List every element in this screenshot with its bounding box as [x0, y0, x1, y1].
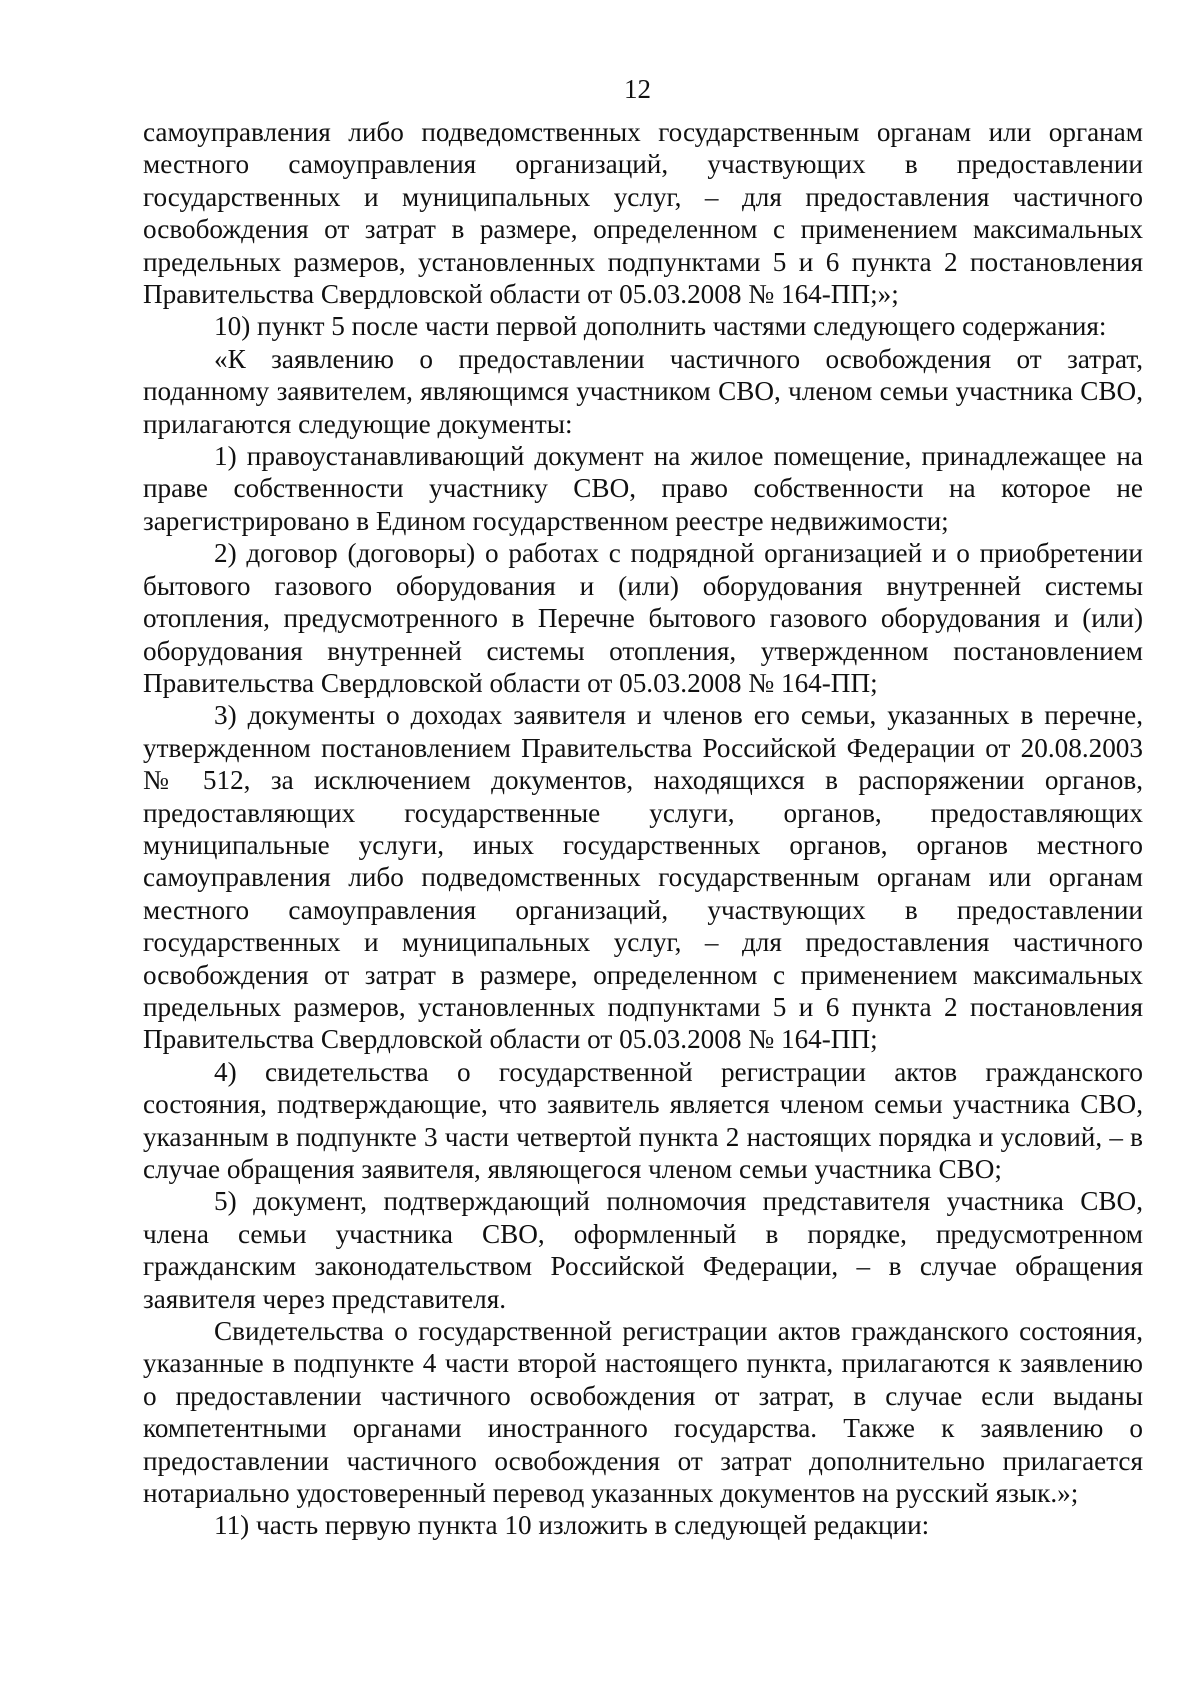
paragraph-item-11: 11) часть первую пункта 10 изложить в следующей редакции:: [214, 1510, 930, 1541]
page-number: 12: [624, 74, 651, 104]
paragraph-subitem-1: 1) правоустанавливающий документ на жилое помещение, принадлежащее на праве собственности участнику СВО, право собственности на которое не зарегистрировано в Едином государственном реестре недвижимости;: [143, 441, 1143, 536]
paragraph-subitem-5: 5) документ, подтверждающий полномочия представителя участника СВО, члена семьи участника СВО, оформленный в порядке, предусмотренном гражданским законодательством Российской Федерации, – в случае обращения заявителя через представителя.: [143, 1186, 1143, 1314]
paragraph-quote-intro: «К заявлению о предоставлении частичного освобождения от затрат, поданному заявителем, являющимся участником СВО, членом семьи участника СВО, прилагаются следующие документы:: [143, 343, 1143, 439]
document-body: [143, 116, 1143, 1542]
paragraph-certificates: Свидетельства о государственной регистрации актов гражданского состояния, указанные в подпункте 4 части второй настоящего пункта, прилагаются к заявлению о предоставлении частичного освобождения от затрат, в случае если выданы компетентными органами иностранного государства. Также к заявлению о предоставлении частичного освобождения от затрат дополнительно прилагается нотариально удостоверенный перевод указанных документов на русский язык.»;: [143, 1316, 1143, 1509]
paragraph-subitem-2: 2) договор (договоры) о работах с подрядной организацией и о приобретении бытового газового оборудования и (или) оборудования внутренней системы отопления, предусмотренного в Перечне бытового газового оборудования и (или) оборудования внутренней системы отопления, утвержденном постановлением Правительства Свердловской области от 05.03.2008 № 164-ПП;: [143, 538, 1143, 698]
paragraph-continuation: самоуправления либо подведомственных государственным органам или органам местного самоуправления организаций, участвующих в предоставлении государственных и муниципальных услуг, – для предоставления частичного освобождения от затрат в размере, определенном с применением максимальных предельных размеров, установленных подпунктами 5 и 6 пункта 2 постановления Правительства Свердловской области от 05.03.2008 № 164-ПП;»;: [143, 117, 1143, 310]
paragraph-item-10: 10) пункт 5 после части первой дополнить частями следующего содержания:: [214, 311, 1107, 342]
paragraph-subitem-3: 3) документы о доходах заявителя и членов его семьи, указанных в перечне, утвержденном постановлением Правительства Российской Федерации от 20.08.2003 № 512, за исключением документов, находящихся в распоряжении органов, предоставляющих государственные услуги, органов, предоставляющих муниципальные услуги, иных государственных органов, органов местного самоуправления либо подведомственных государственным органам или органам местного самоуправления организаций, участвующих в предоставлении государственных и муниципальных услуг, – для предоставления частичного освобождения от затрат в размере, определенном с применением максимальных предельных размеров, установленных подпунктами 5 и 6 пункта 2 постановления Правительства Свердловской области от 05.03.2008 № 164-ПП;: [143, 700, 1143, 1055]
paragraph-subitem-4: 4) свидетельства о государственной регистрации актов гражданского состояния, подтверждающие, что заявитель является членом семьи участника СВО, указанным в подпункте 3 части четвертой пункта 2 настоящих порядка и условий, – в случае обращения заявителя, являющегося членом семьи участника СВО;: [143, 1056, 1143, 1184]
